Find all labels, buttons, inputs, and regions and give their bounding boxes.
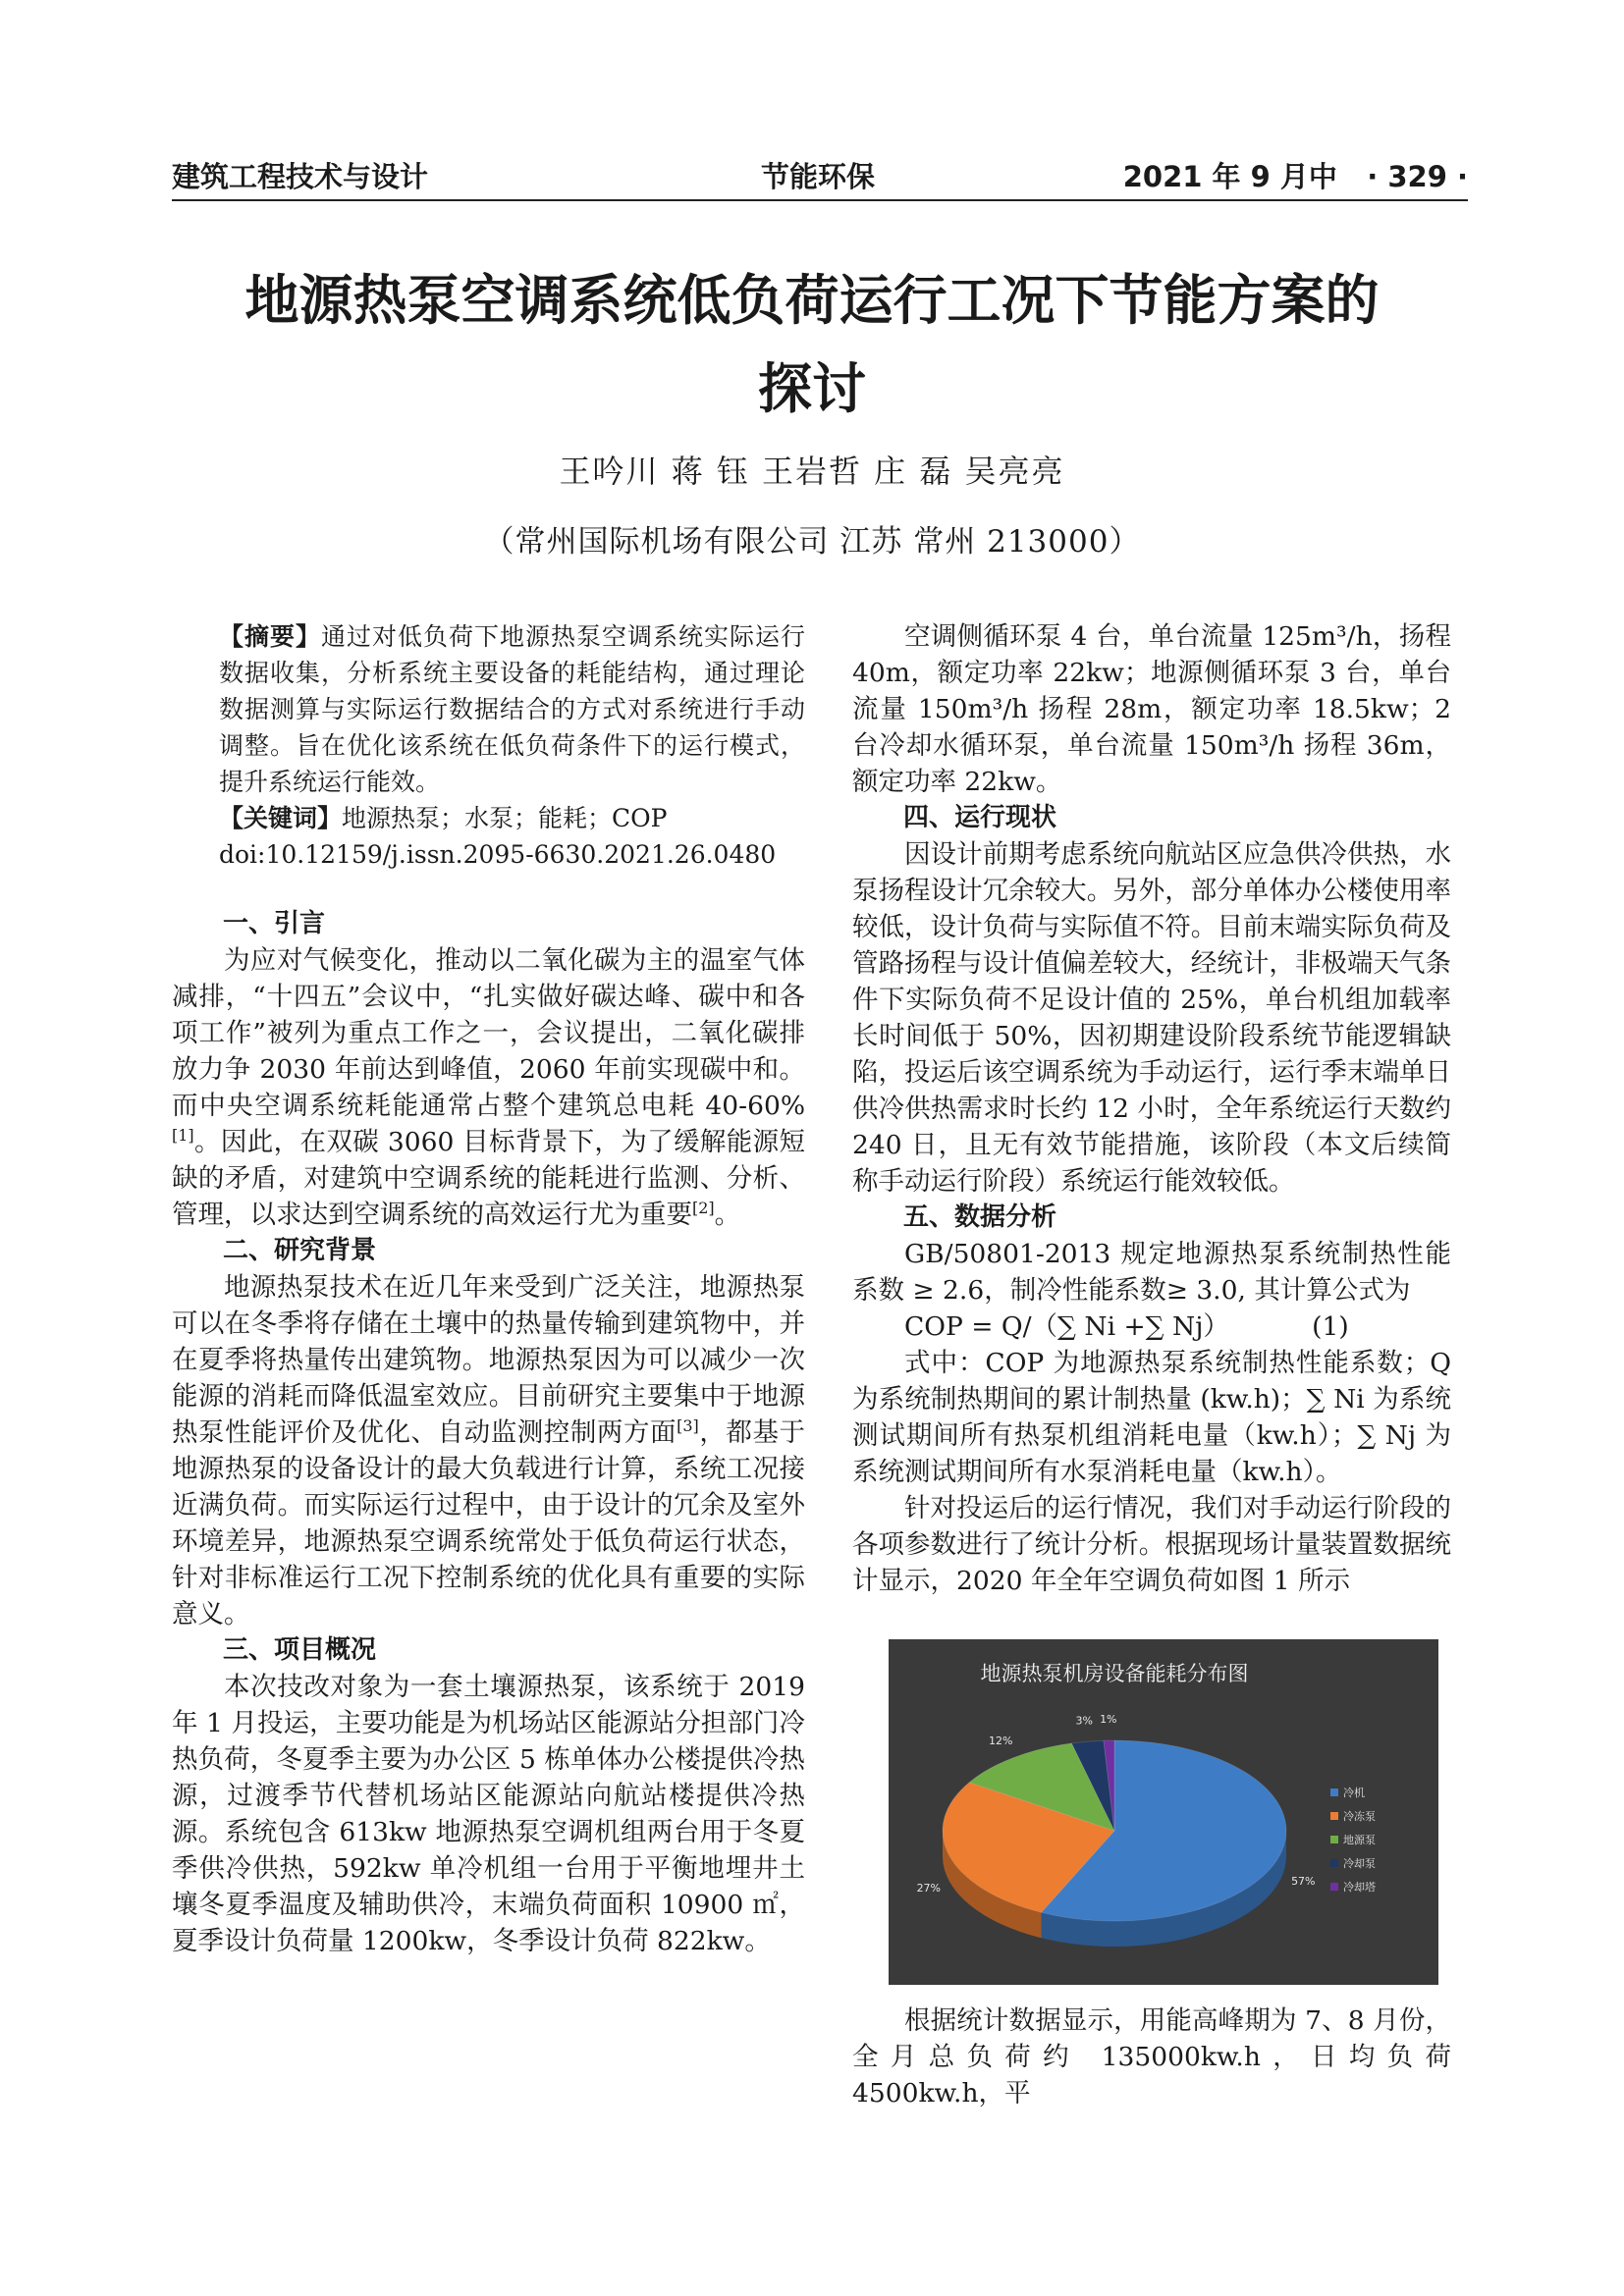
pump-paragraph: 空调侧循环泵 4 台，单台流量 125m³/h，扬程 40m，额定功率 22kw；地源侧循环泵 3 台，单台流量 150m³/h 扬程 28m，额定功率 18.5kw；2 台冷却水循环泵，单台流量 150m³/h 扬程 36m，额定功率 22kw。 — [852, 621, 1451, 797]
legend-label: 地源泵 — [1343, 1834, 1376, 1846]
issue-date: 2021 年 9 月中 — [1122, 160, 1337, 193]
status-paragraph: 因设计前期考虑系统向航站区应急供冷供热，水泵扬程设计冗余较大。另外，部分单体办公楼使用率较低，设计负荷与实际值不符。目前末端实际负荷及管路扬程与设计值偏差较大，经统计，非极端天气条件下实际负荷不足设计值的 25%，单台机组加载率长时间低于 50%，因初期建设阶段系统节能逻辑缺陷，投运后该空调系统为手动运行，运行季末端单日供冷供热需求时长约 12 小时，全年系统运行天数约 240 日，且无有效节能措施，该阶段（本文后续简称手动运行阶段）系统运行能效较低。 — [852, 839, 1451, 1197]
keywords-label: 【关键词】 — [219, 804, 343, 832]
journal-name: 建筑工程技术与设计 — [172, 160, 429, 193]
header-rule — [172, 199, 1468, 201]
legend-label: 冷却泵 — [1343, 1857, 1376, 1870]
after-figure-block — [852, 2002, 1451, 2111]
intro-text-a: 为应对气候变化，推动以二氧化碳为主的温室气体减排，“十四五”会议中，“扎实做好碳达峰、碳中和各项工作”被列为重点工作之一，会议提出，二氧化碳排放力争 2030 年前达到峰值，2060 年前实现碳中和。而中央空调系统耗能通常占整个建筑总电耗 40-60% — [172, 945, 805, 1121]
pie-top-layer — [943, 1740, 1286, 1921]
section-title-intro: 一、引言 — [223, 909, 326, 938]
affiliation: （常州国际机场有限公司 江苏 常州 213000） — [483, 524, 1141, 560]
section-name: 节能环保 — [761, 160, 876, 193]
right-column — [852, 618, 1451, 1599]
keywords-text: 地源热泵；水泵；能耗；COP — [342, 804, 668, 832]
energy-distribution-figure — [889, 1639, 1438, 1985]
background-paragraph — [172, 1269, 805, 1632]
authors: 王吟川 蒋 钰 王岩哲 庄 磊 吴亮亮 — [559, 453, 1065, 490]
article-title-line-1: 地源热泵空调系统低负荷运行工况下节能方案的 — [244, 269, 1380, 332]
after-figure-paragraph: 根据统计数据显示，用能高峰期为 7、8 月份，全月总负荷约 135000kw.h，日均负荷 4500kw.h，平 — [852, 2005, 1451, 2109]
left-column — [172, 618, 805, 1959]
project-paragraph: 本次技改对象为一套土壤源热泵，该系统于 2019 年 1 月投运，主要功能是为机场站区能源站分担部门冷热负荷，冬夏季主要为办公区 5 栋单体办公楼提供冷热源，过渡季节代替机场站区能源站向航站楼提供冷热源。系统包含 613kw 地源热泵空调机组两台用于冬夏季供冷供热，592kw 单冷机组一台用于平衡地埋井土壤冬夏季温度及辅助供冷，末端负荷面积 10900 ㎡，夏季设计负荷量 1200kw，冬季设计负荷 822kw。 — [172, 1672, 805, 1956]
legend-swatch — [1330, 1789, 1338, 1796]
data-paragraph-b: 式中：COP 为地源热泵系统制热性能系数；Q 为系统制热期间的累计制热量 (kw.h)；∑ Ni 为系统测试期间所有热泵机组消耗电量（kw.h）；∑ Nj 为系统测试期间所有水泵消耗电量（kw.h）。 — [852, 1348, 1451, 1487]
abstract-text: 通过对低负荷下地源热泵空调系统实际运行数据收集，分析系统主要设备的耗能结构，通过理论数据测算与实际运行数据结合的方式对系统进行手动调整。旨在优化该系统在低负荷条件下的运行模式，提升系统运行能效。 — [219, 622, 805, 796]
legend-label: 冷机 — [1343, 1787, 1365, 1799]
chart-title: 地源热泵机房设备能耗分布图 — [980, 1662, 1249, 1685]
legend-swatch — [1330, 1812, 1338, 1820]
data-paragraph-c: 针对投运后的运行情况，我们对手动运行阶段的各项参数进行了统计分析。根据现场计量装置数据统计显示，2020 年全年空调负荷如图 1 所示 — [852, 1493, 1451, 1596]
intro-text-c: 。 — [714, 1200, 741, 1230]
issue-and-page — [1123, 155, 1468, 195]
background-text-a: 地源热泵技术在近几年来受到广泛关注，地源热泵可以在冬季将存储在土壤中的热量传输到建筑物中，并在夏季将热量传出建筑物。地源热泵因为可以减少一次能源的消耗而降低温室效应。目前研究主要集中于地源热泵性能评价及优化、自动监测控制两方面 — [172, 1272, 805, 1448]
section-title-project: 三、项目概况 — [223, 1635, 377, 1665]
cop-formula: COP = Q/（∑ Ni +∑ Nj） (1) — [904, 1311, 1349, 1342]
page-number: · 329 · — [1367, 160, 1468, 193]
background-text-b: ，都基于地源热泵的设备设计的最大负载进行计算，系统工况接近满负荷。而实际运行过程中，由于设计的冗余及室外环境差异，地源热泵空调系统常处于低负荷运行状态，针对非标准运行工况下控制系统的优化具有重要的实际意义。 — [172, 1417, 806, 1629]
section-title-data: 五、数据分析 — [903, 1202, 1057, 1232]
keywords — [219, 800, 805, 836]
pie-chart — [889, 1639, 1438, 1985]
legend-swatch — [1330, 1883, 1338, 1891]
abstract-label: 【摘要】 — [219, 622, 321, 651]
legend-swatch — [1330, 1859, 1338, 1867]
doi: doi:10.12159/j.issn.2095-6630.2021.26.0480 — [219, 840, 777, 869]
pie-data-label: 12% — [988, 1734, 1013, 1747]
legend-label: 冷冻泵 — [1343, 1810, 1376, 1823]
legend-label: 冷却塔 — [1343, 1881, 1376, 1894]
data-paragraph-a: GB/50801-2013 规定地源热泵系统制热性能系数 ≥ 2.6，制冷性能系数≥ 3.0, 其计算公式为 — [852, 1239, 1451, 1306]
pie-data-label: 1% — [1100, 1713, 1117, 1727]
abstract — [219, 618, 805, 800]
running-header — [172, 155, 1468, 200]
pie-legend — [1330, 1786, 1376, 1894]
citation-3: [3] — [677, 1416, 699, 1436]
intro-paragraph — [172, 942, 805, 1233]
section-title-background: 二、研究背景 — [223, 1236, 377, 1265]
spacer — [172, 873, 805, 906]
citation-1: [1] — [172, 1126, 194, 1146]
pie-data-label: 57% — [1291, 1874, 1316, 1888]
pie-data-label: 27% — [916, 1881, 942, 1895]
section-title-status: 四、运行现状 — [903, 803, 1057, 832]
intro-text-b: 。因此，在双碳 3060 目标背景下，为了缓解能源短缺的矛盾，对建筑中空调系统的能耗进行监测、分析、管理，以求达到空调系统的高效运行尤为重要 — [172, 1127, 805, 1230]
pie-data-label: 3% — [1075, 1714, 1093, 1728]
legend-swatch — [1330, 1836, 1338, 1843]
article-title-line-2: 探讨 — [757, 357, 866, 420]
citation-2: [2] — [692, 1199, 715, 1218]
abstract-block — [172, 618, 805, 873]
